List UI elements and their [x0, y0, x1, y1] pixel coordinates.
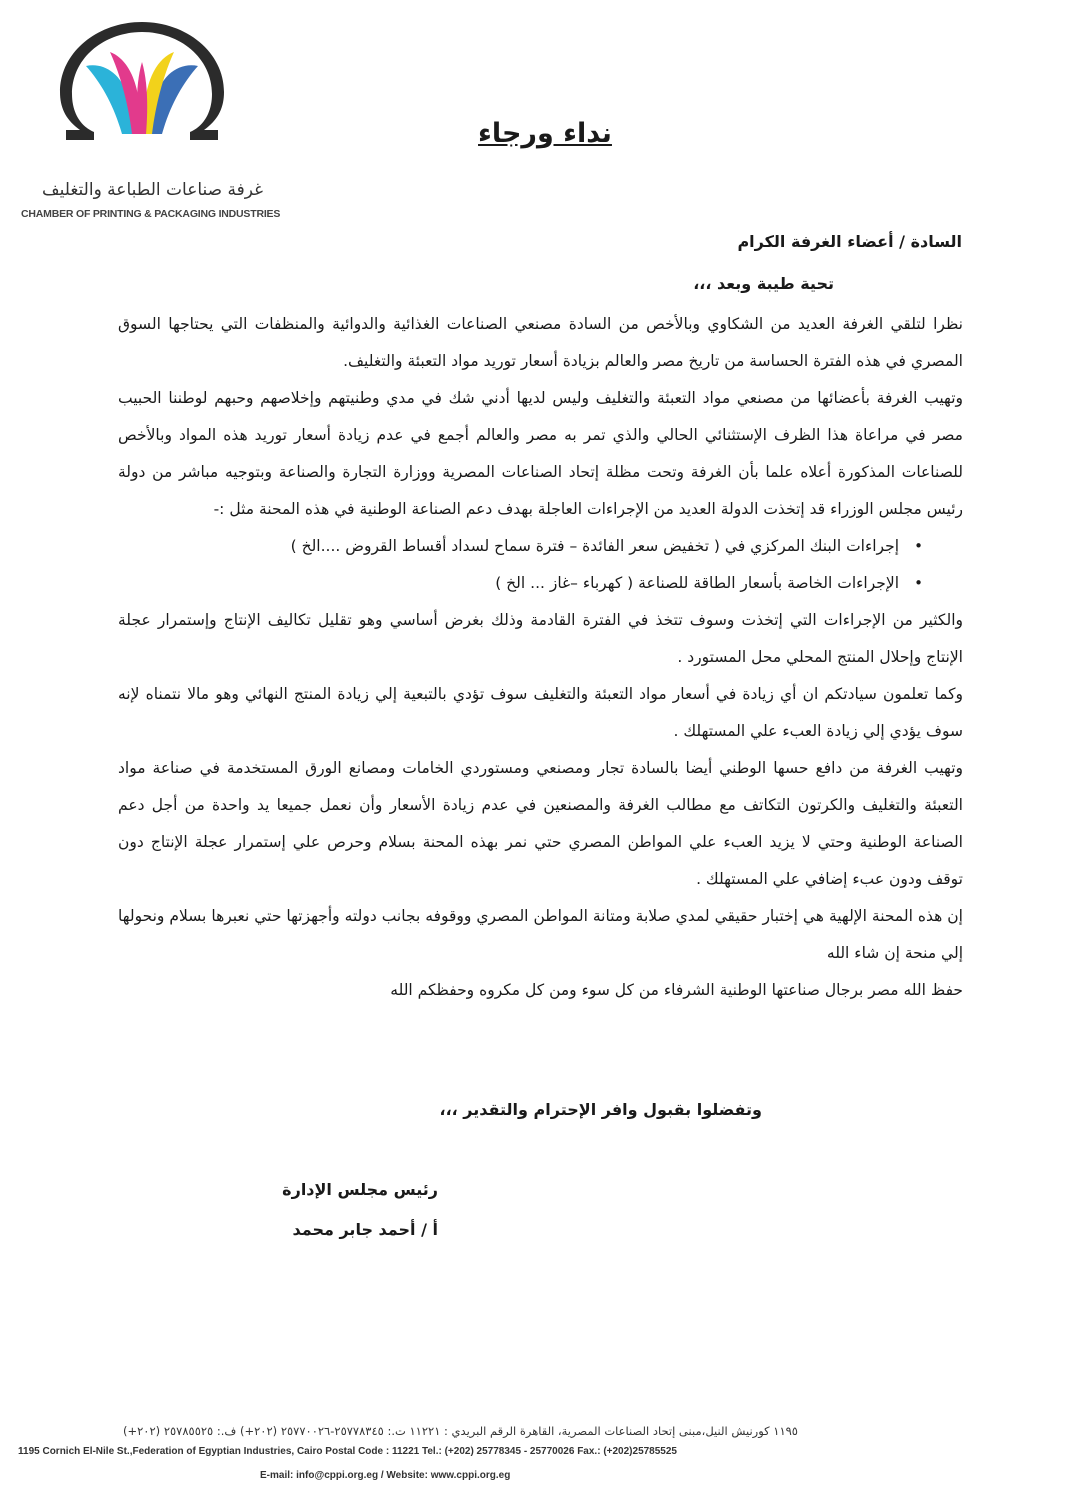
body-paragraph: والكثير من الإجراءات التي إتخذت وسوف تتخذ في الفترة القادمة وذلك بغرض أساسي وهو تقليل تكاليف الإنتاج وإستمرار عجلة الإنتاج وإحلال المنتج المحلي محل المستورد .: [118, 611, 963, 666]
list-item: • الإجراءات الخاصة بأسعار الطاقة للصناعة ( كهرباء –غاز ... الخ ): [118, 565, 923, 602]
body-paragraph: وكما تعلمون سيادتكم ان أي زيادة في أسعار مواد التعبئة والتغليف سوف تؤدي بالتبعية إلي زيادة المنتج النهائي وهو مالا نتمناه لإنه سوف يؤدي إلي زيادة العبء علي المستهلك .: [118, 685, 963, 740]
footer-address-arabic: ١١٩٥ كورنيش النيل،مبنى إتحاد الصناعات المصرية، القاهرة الرقم البريدي : ١١٢٢١ ت.: ٢٥٧٧٨٣٤٥-٢٥٧٧٠٠٢٦ (٢٠٢+) ف.: ٢٥٧٨٥٥٢٥ (٢٠٢+): [123, 1424, 798, 1438]
letter-title: نداء ورجاء: [478, 118, 612, 149]
chamber-logo-icon: [52, 22, 232, 150]
body-paragraph: وتهيب الغرفة من دافع حسها الوطني أيضا بالسادة تجار ومصنعي ومستوردي الخامات ومصانع الورق المستخدمة في صناعة مواد التعبئة والتغليف والكرتون التكاتف مع مطالب الغرفة والمصنعين في عدم زيادة الأسعار وأن نعمل جميعا يد واحدة من أجل دعم الصناعة الوطنية وحتي لا يزيد العبء علي المواطن المصري حتي نمر بهذه المحنة بسلام وحرص علي إستمرار عجلة الإنتاج دون توقف ودون عبء إضافي علي المستهلك .: [118, 759, 963, 888]
signature-title: رئيس مجلس الإدارة: [282, 1180, 438, 1199]
letter-body: [118, 306, 963, 1009]
measures-list: [118, 528, 963, 602]
recipient-line: السادة / أعضاء الغرفة الكرام: [737, 232, 962, 251]
chamber-logo: [18, 22, 281, 220]
body-paragraph: نظرا لتلقي الغرفة العديد من الشكاوي وبالأخص من السادة مصنعي الصناعات الغذائية والدوائية والمنظفات التي يحتاجها السوق المصري في هذه الفترة الحساسة من تاريخ مصر والعالم بزيادة أسعار توريد مواد التعبئة والتغليف.: [118, 315, 963, 370]
body-paragraph: إن هذه المحنة الإلهية هي إختبار حقيقي لمدي صلابة ومتانة المواطن المصري ووقوفه بجانب دولته وأجهزتها حتي نعبرها بسلام ونحولها إلي منحة إن شاء الله: [118, 907, 963, 962]
footer-contact: E-mail: info@cppi.org.eg / Website: www.cppi.org.eg: [260, 1470, 511, 1481]
footer-address-english: 1195 Cornich El-Nile St.,Federation of Egyptian Industries, Cairo Postal Code : 11221 Tel.: (+202) 25778345 - 25770026 Fax.: (+202)25785525: [18, 1446, 677, 1457]
body-paragraph: حفظ الله مصر برجال صناعتها الوطنية الشرفاء من كل سوء ومن كل مكروه وحفظكم الله: [390, 981, 963, 999]
body-paragraph: وتهيب الغرفة بأعضائها من مصنعي مواد التعبئة والتغليف وليس لديها أدني شك في مدي وطنيتهم وإخلاصهم وحبهم لوطننا الحبيب مصر في مراعاة هذا الظرف الإستثنائي الحالي والذي تمر به مصر والعالم أجمع في عدم زيادة أسعار توريد هذه المواد وبالأخص للصناعات المذكورة أعلاه علما بأن الغرفة وتحت مظلة إتحاد الصناعات المصرية ووزارة التجارة والصناعة وبتوجيه مباشر من دولة رئيس مجلس الوزراء قد إتخذت الدولة العديد من الإجراءات العاجلة بهدف دعم الصناعة الوطنية في هذه المحنة مثل :-: [118, 389, 963, 518]
greeting-line: تحية طيبة وبعد ،،،: [693, 274, 834, 293]
closing-line: وتفضلوا بقبول وافر الإحترام والتقدير ،،،: [439, 1100, 762, 1119]
list-item: • إجراءات البنك المركزي في ( تخفيض سعر الفائدة – فترة سماح لسداد أقساط القروض ....الخ ): [118, 528, 923, 565]
chamber-arabic-name: غرفة صناعات الطباعة والتغليف: [41, 180, 263, 200]
chamber-english-name: CHAMBER OF PRINTING & PACKAGING INDUSTRIES: [21, 208, 281, 220]
signature-name: أ / أحمد جابر محمد: [292, 1220, 438, 1239]
